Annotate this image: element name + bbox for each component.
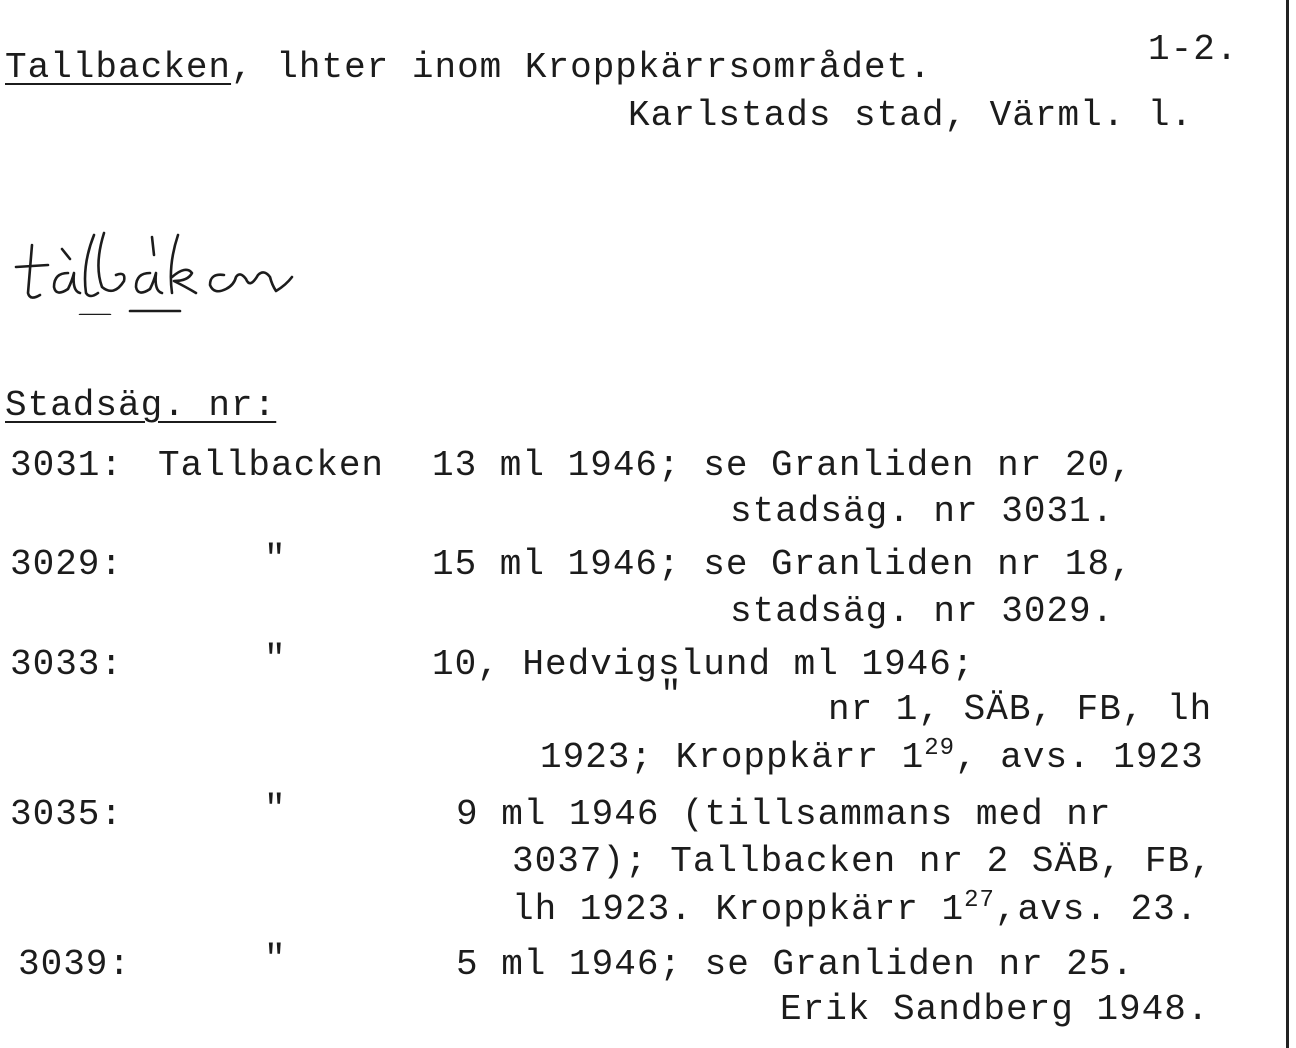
entry-number: 3031: [10,445,124,486]
ditto-mark: " [660,675,683,716]
location-line: Karlstads stad, Värml. l. [628,95,1194,136]
ditto-mark: " [264,939,287,980]
ditto-mark: " [264,539,287,580]
ditto-mark: " [264,639,287,680]
entry-line: 10, Hedvigslund ml 1946; [432,644,975,685]
superscript: 27 [964,887,995,914]
entry-line: 5 ml 1946; se Granliden nr 25. [456,944,1135,985]
entry-number: 3039: [18,944,132,985]
entry-line: stadsäg. nr 3029. [730,591,1115,632]
entry-number: 3029: [10,544,124,585]
entry-line [540,735,1204,778]
card-edge [1286,0,1289,1048]
section-heading: Stadsäg. nr: [5,385,277,426]
entry-line: 13 ml 1946; se Granliden nr 20, [432,445,1133,486]
entry-text: ,avs. 23. [994,889,1199,930]
entry-line: stadsäg. nr 3031. [730,491,1115,532]
signature: Erik Sandberg 1948. [780,989,1210,1030]
entry-text: lh 1923. Kroppkärr 1 [512,889,965,930]
entry-line: nr 1, SÄB, FB, lh [828,689,1213,730]
entry-line [512,887,1199,930]
place-name: Tallbacken [5,47,232,88]
card-title [5,48,932,88]
entry-line: 3037); Tallbacken nr 2 SÄB, FB, [512,841,1213,882]
superscript: 29 [924,735,956,762]
entry-line: 9 ml 1946 (tillsammans med nr [456,794,1112,835]
entry-number: 3035: [10,794,124,835]
ditto-mark: " [264,789,287,830]
entry-number: 3033: [10,644,124,685]
entry-name: Tallbacken [158,445,385,486]
card-number: 1-2. [1148,29,1239,70]
handwritten-pronunciation [10,215,400,315]
entry-text: , avs. 1923 [955,737,1204,778]
place-description: , lhter inom Kroppkärrsområdet. [231,47,932,88]
entry-text: 1923; Kroppkärr 1 [540,737,925,778]
entry-line: 15 ml 1946; se Granliden nr 18, [432,544,1133,585]
